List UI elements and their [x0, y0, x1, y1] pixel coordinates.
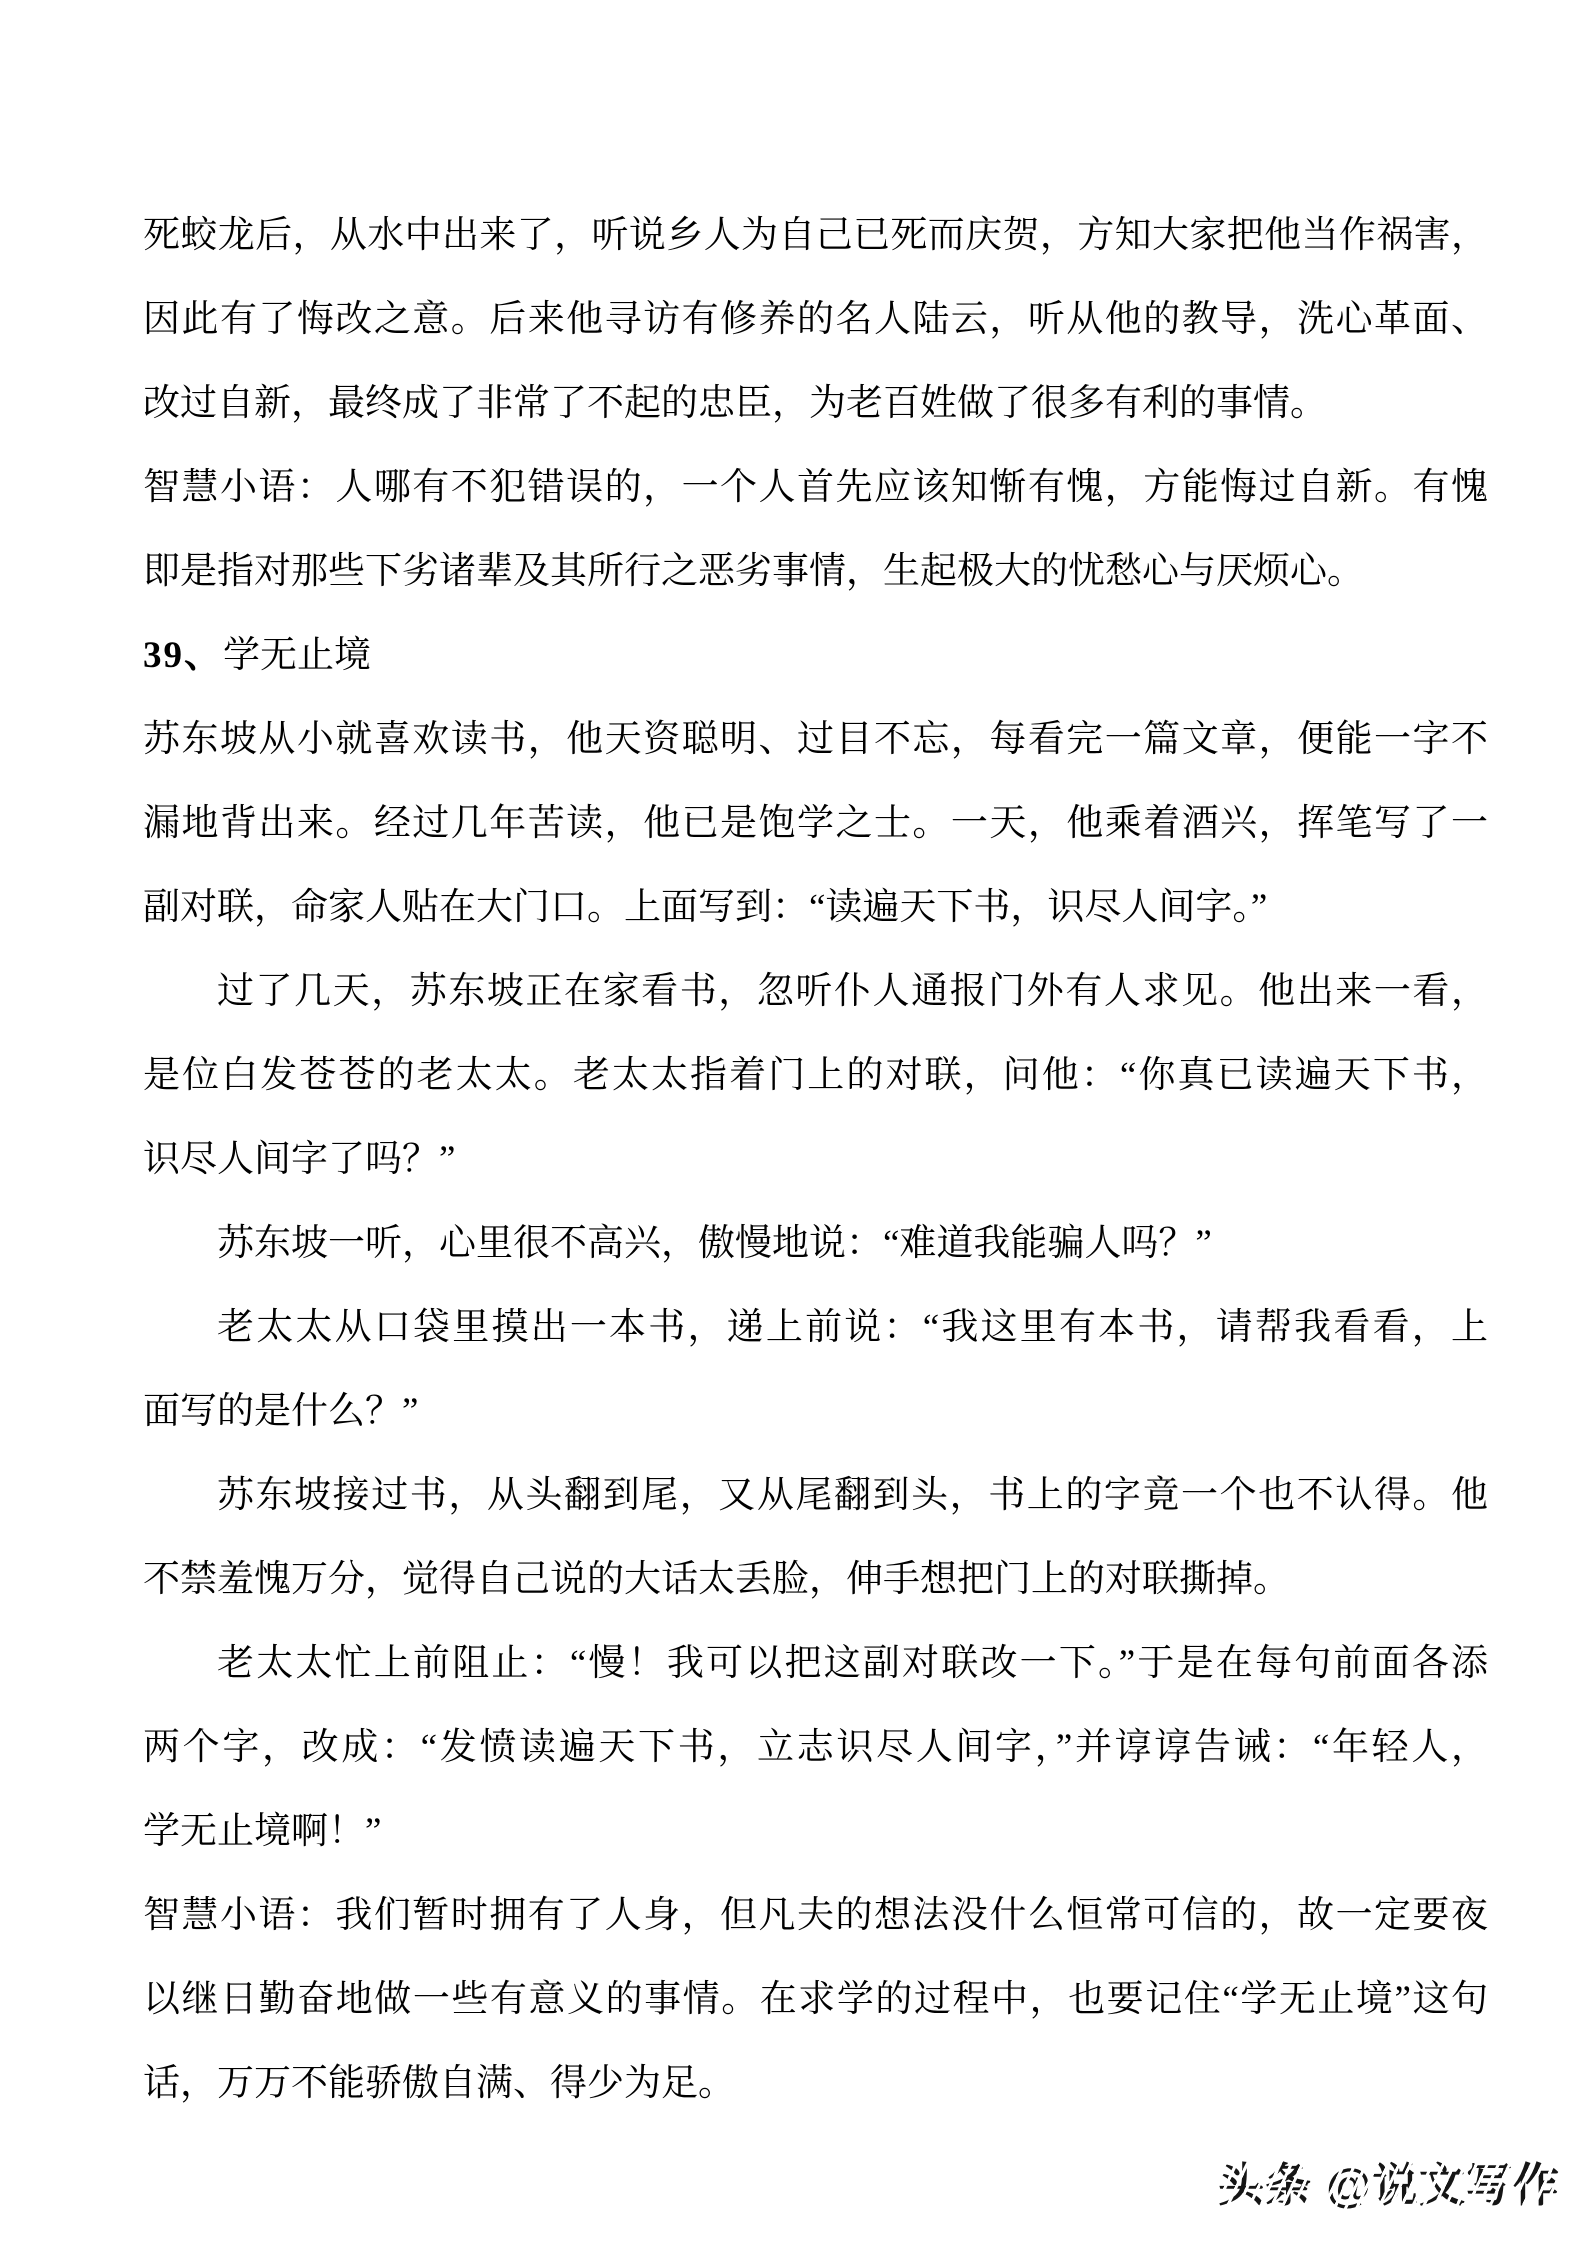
text-line: 苏东坡从小就喜欢读书，他天资聪明、过目不忘，每看完一篇文章，便能一字不 [143, 719, 1488, 760]
text-line: 学无止境啊！” [143, 1811, 382, 1852]
watermark-handle: @说文写作 [1326, 2159, 1560, 2211]
text-content [143, 194, 1488, 2126]
text-line: 智慧小语：人哪有不犯错误的，一个人首先应该知惭有愧，方能悔过自新。有愧 [143, 467, 1488, 508]
text-line: 苏东坡一听，心里很不高兴，傲慢地说：“难道我能骗人吗？” [217, 1223, 1212, 1264]
watermark [1218, 2149, 1560, 2215]
text-line: 是位白发苍苍的老太太。老太太指着门上的对联，问他：“你真已读遍天下书， [143, 1055, 1488, 1096]
text-line: 以继日勤奋地做一些有意义的事情。在求学的过程中，也要记住“学无止境”这句 [143, 1979, 1488, 2020]
text-line: 老太太忙上前阻止：“慢！我可以把这副对联改一下。”于是在每句前面各添 [217, 1643, 1488, 1684]
text-line: 苏东坡接过书，从头翻到尾，又从尾翻到头，书上的字竟一个也不认得。他 [217, 1475, 1488, 1516]
text-line: 老太太从口袋里摸出一本书，递上前说：“我这里有本书，请帮我看看，上 [217, 1307, 1488, 1348]
text-line: 改过自新，最终成了非常了不起的忠臣，为老百姓做了很多有利的事情。 [143, 383, 1327, 424]
section-heading [143, 614, 1488, 698]
text-line: 识尽人间字了吗？” [143, 1139, 456, 1180]
watermark-brand: 头条 [1218, 2159, 1313, 2211]
text-line: 两个字，改成：“发愤读遍天下书，立志识尽人间字，”并谆谆告诫：“年轻人， [143, 1727, 1488, 1768]
text-line: 过了几天，苏东坡正在家看书，忽听仆人通报门外有人求见。他出来一看， [217, 971, 1488, 1012]
text-line: 智慧小语：我们暂时拥有了人身，但凡夫的想法没什么恒常可信的，故一定要夜 [143, 1895, 1488, 1936]
text-line: 漏地背出来。经过几年苦读，他已是饱学之士。一天，他乘着酒兴，挥笔写了一 [143, 803, 1488, 844]
text-line: 因此有了悔改之意。后来他寻访有修养的名人陆云，听从他的教导，洗心革面、 [143, 299, 1488, 340]
text-line: 话，万万不能骄傲自满、得少为足。 [143, 2063, 735, 2104]
text-line: 副对联，命家人贴在大门口。上面写到：“读遍天下书，识尽人间字。” [143, 887, 1268, 928]
text-line: 死蛟龙后，从水中出来了，听说乡人为自己已死而庆贺，方知大家把他当作祸害， [143, 215, 1488, 256]
text-line: 即是指对那些下劣诸辈及其所行之恶劣事情，生起极大的忧愁心与厌烦心。 [143, 551, 1364, 592]
heading-number: 39、 [143, 635, 223, 676]
text-line: 面写的是什么？” [143, 1391, 419, 1432]
heading-title: 学无止境 [223, 635, 371, 676]
text-line: 不禁羞愧万分，觉得自己说的大话太丢脸，伸手想把门上的对联撕掉。 [143, 1559, 1290, 1600]
